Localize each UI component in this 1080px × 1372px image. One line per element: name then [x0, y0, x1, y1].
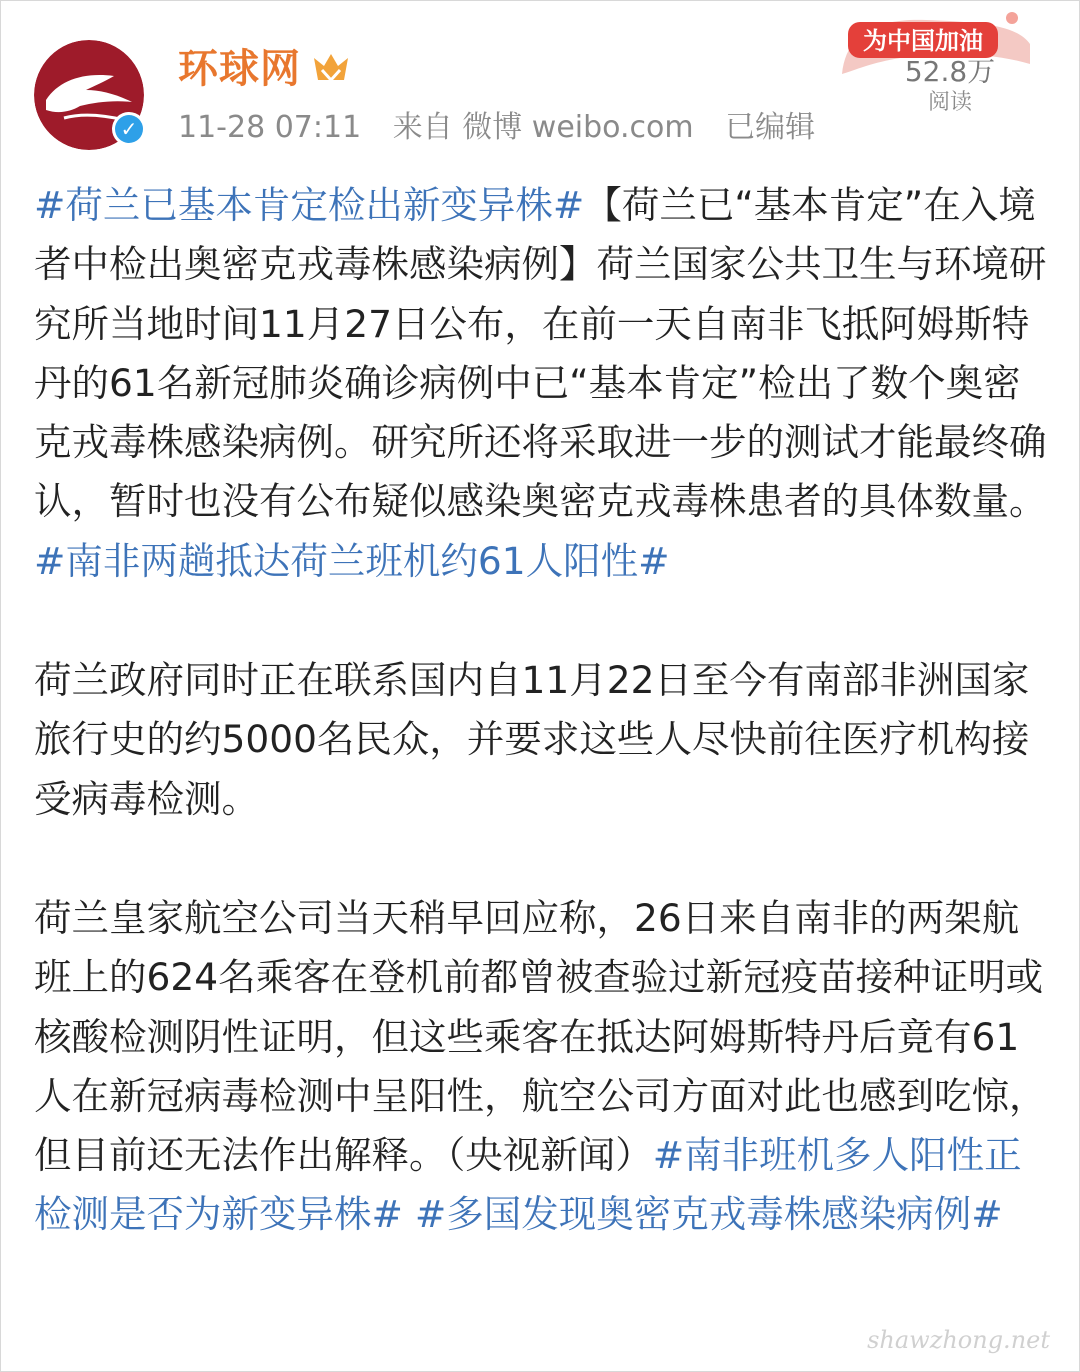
paragraph-1: [34, 176, 1054, 591]
paragraph-text: 荷兰皇家航空公司当天稍早回应称，26日来自南非的两架航班上的624名乘客在登机前都曾被查验过新冠疫苗接种证明或核酸检测阴性证明，但这些乘客在抵达阿姆斯特丹后竟有61人在新冠病毒检测中呈阳性，航空公司方面对此也感到吃惊，但目前还无法作出解释。（央视新闻）: [34, 895, 1047, 1178]
edited-label[interactable]: 已编辑: [725, 110, 816, 145]
hashtag-link[interactable]: #荷兰已基本肯定检出新变异株#: [34, 183, 585, 227]
read-count: 52.8万: [904, 55, 996, 88]
post-time: 11-28 07:11: [178, 110, 362, 145]
post-header: [0, 0, 1080, 160]
hashtag-link[interactable]: #南非两趟抵达荷兰班机约61人阳性#: [34, 538, 670, 583]
cheer-badge-text: 为中国加油: [863, 27, 983, 55]
paragraph-3: [34, 889, 1054, 1245]
avatar-container[interactable]: [34, 40, 144, 150]
username[interactable]: 环球网: [178, 46, 301, 92]
hashtag-link[interactable]: #多国发现奥密克戎毒株感染病例#: [414, 1192, 1003, 1237]
vip-crown-icon: [310, 50, 352, 90]
post-source[interactable]: 来自 微博 weibo.com: [392, 110, 694, 145]
post-content: [34, 176, 1054, 1245]
paragraph-2: 荷兰政府同时正在联系国内自11月22日至今有南部非洲国家旅行史的约5000名民众，并要求这些人尽快前往医疗机构接受病毒检测。: [34, 658, 1030, 821]
verified-badge-icon: ✓: [112, 112, 146, 146]
watermark: shawzhong.net: [867, 1326, 1050, 1354]
hashtag-link[interactable]: #南非班机多人阳性正检测是否为新变异株#: [34, 1133, 1022, 1237]
post-meta: [178, 108, 837, 148]
read-label: 阅读: [927, 90, 972, 115]
paragraph-text: 【荷兰已“基本肯定”在入境者中检出奥密克戎毒株感染病例】荷兰国家公共卫生与环境研究所当地时间11月27日公布，在前一天自南非飞抵阿姆斯特丹的61名新冠肺炎确诊病例中已“基本肯定”检出了数个奥密克戎毒株感染病例。研究所还将采取进一步的测试才能最终确认，暂时也没有公布疑似感染奥密克戎毒株患者的具体数量。: [34, 183, 1047, 524]
